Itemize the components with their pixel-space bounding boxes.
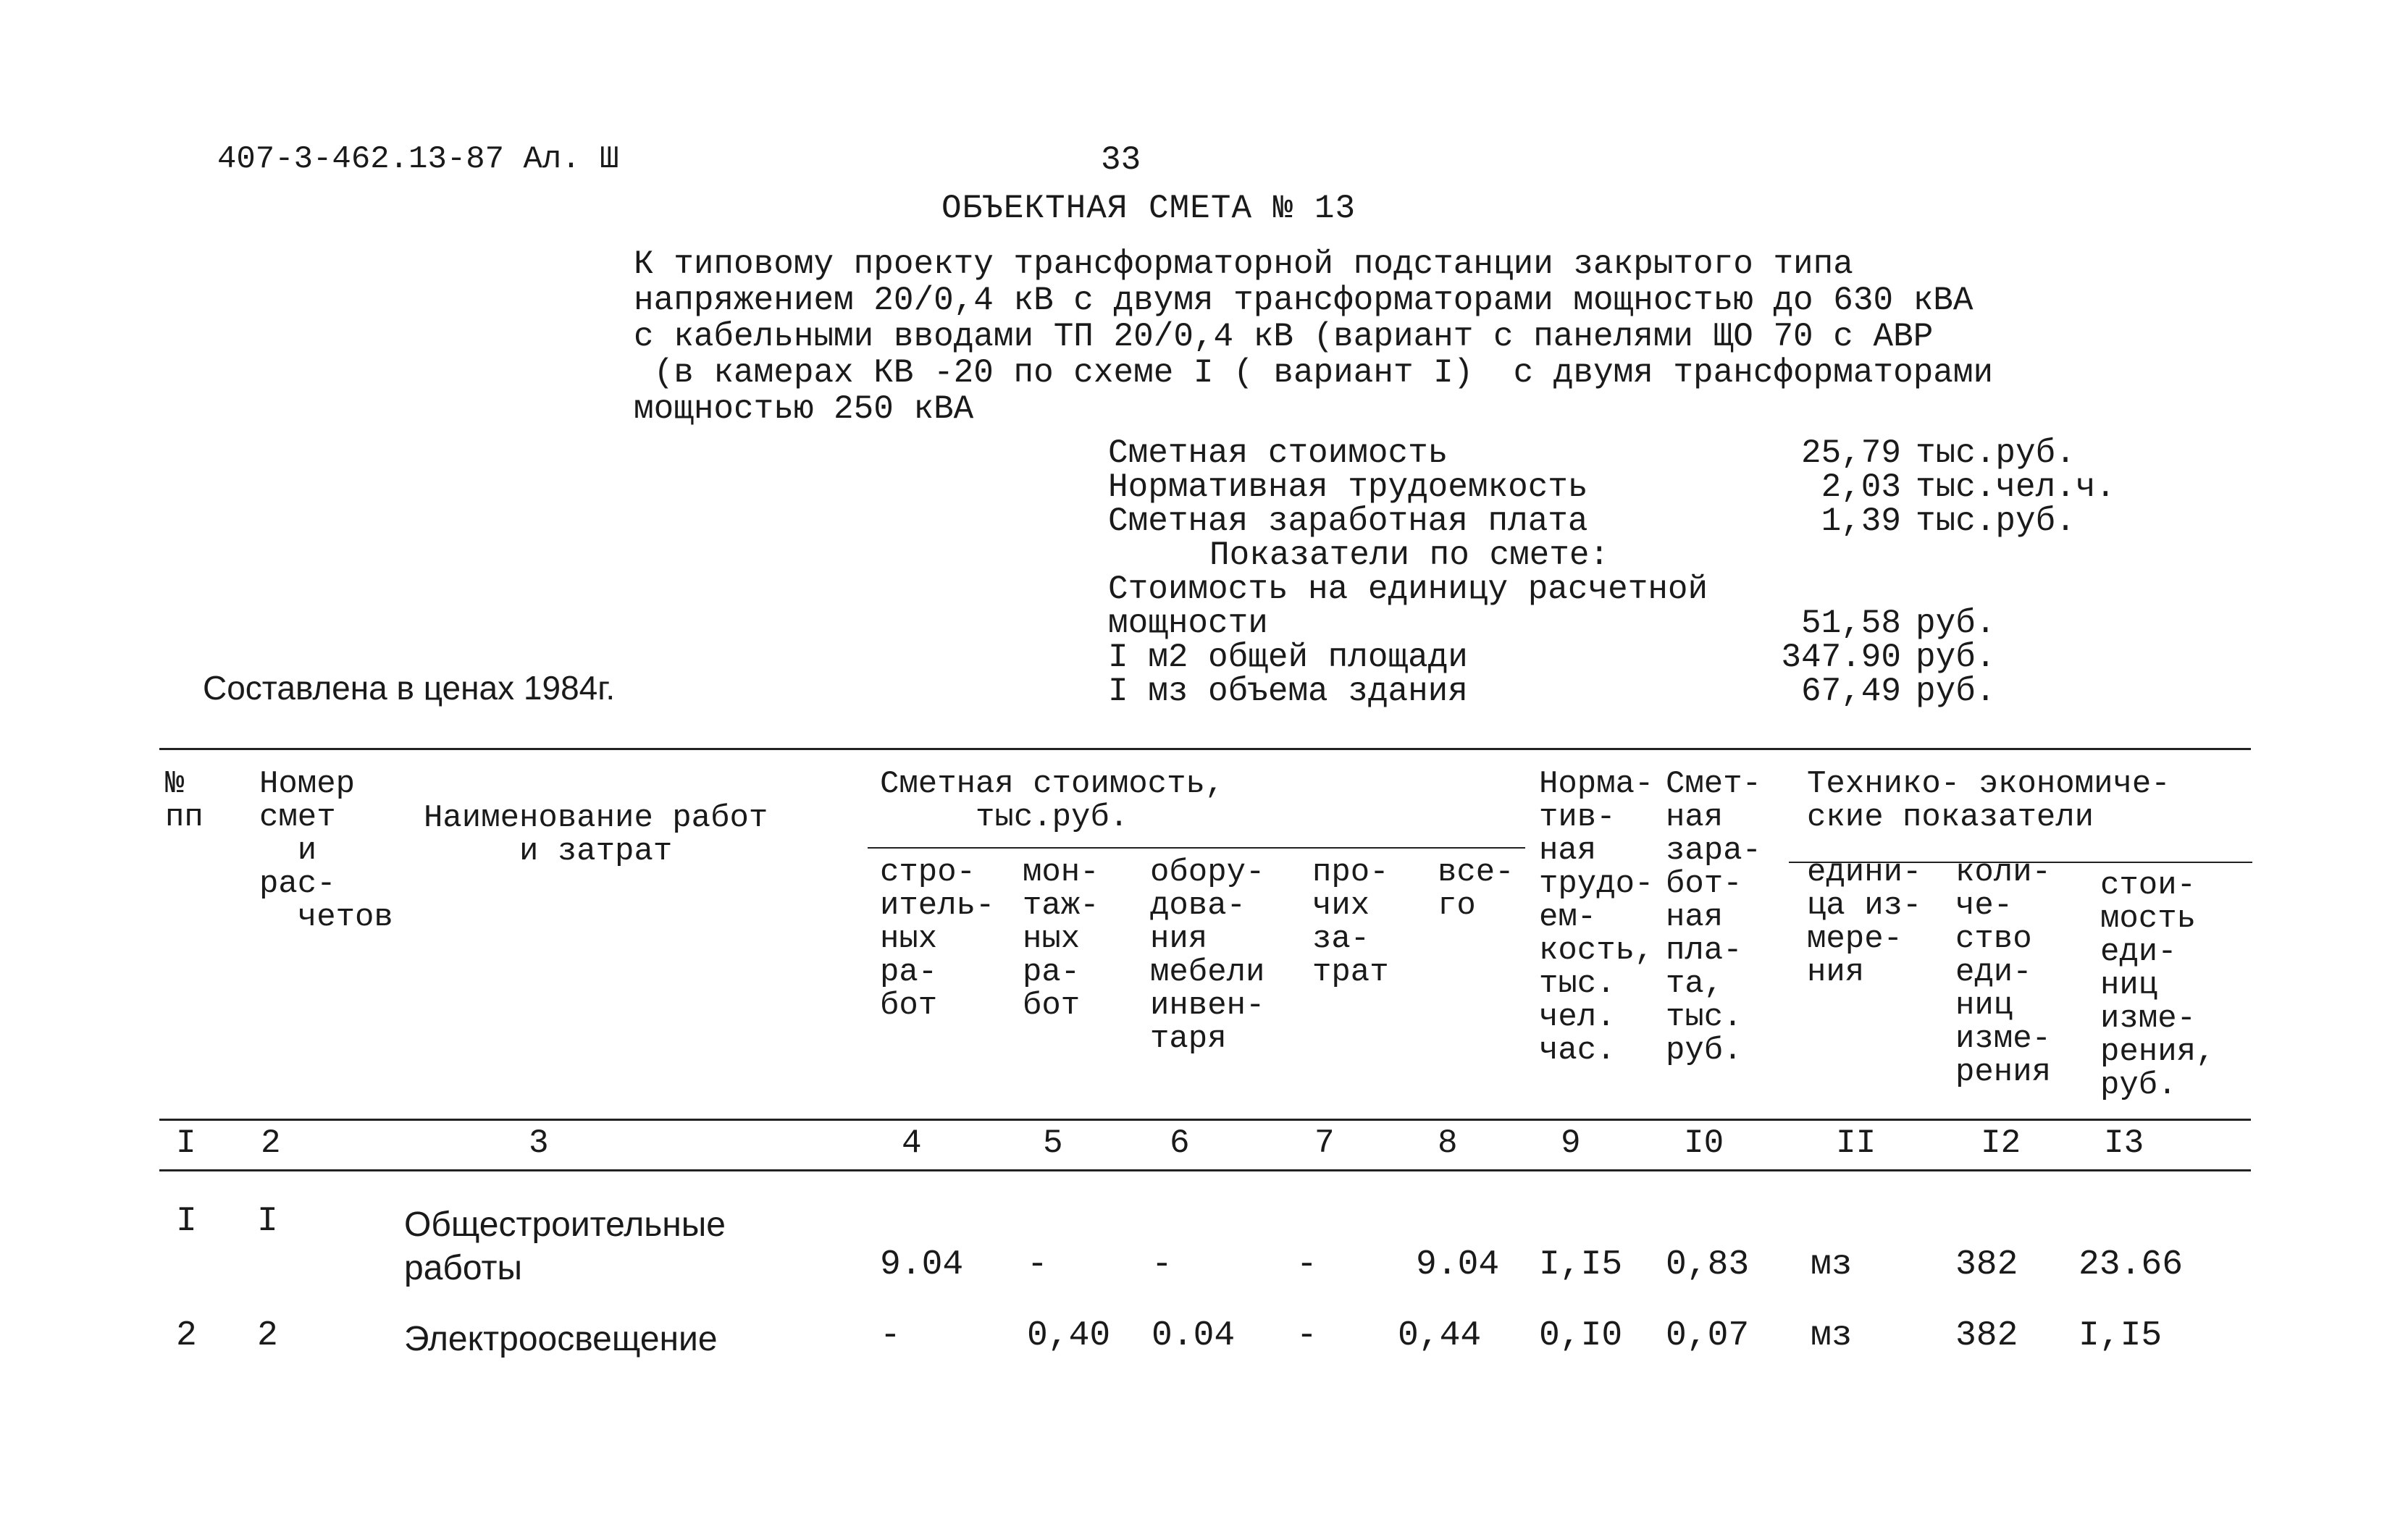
column-number: 7 [1314, 1124, 1335, 1162]
column-number: I2 [1981, 1124, 2021, 1162]
construction-cost: - [880, 1316, 901, 1355]
summary-indicators-heading-row [1108, 539, 2115, 573]
header-equipment: обору- дова- ния мебели инвен- таря [1150, 854, 1265, 1057]
work-name-cont: работы [404, 1249, 523, 1287]
document-code: 407-3-462.13-87 Ал. Ш [217, 141, 619, 177]
header-unit-cost: стои- мость еди- ниц изме- рения, руб. [2100, 867, 2215, 1103]
summary-row-volume [1108, 675, 2115, 709]
header-cost-group: Сметная стоимость, тыс.руб. [880, 766, 1225, 836]
table-top-rule [159, 748, 2251, 750]
summary-value: 2,03 [1821, 468, 1901, 506]
wages-value: 0,83 [1666, 1245, 1750, 1284]
construction-cost: 9.04 [880, 1245, 964, 1284]
header-estimate-number: Номер смет и рас- четов [259, 766, 393, 935]
summary-label: Сметная стоимость [1108, 434, 1448, 472]
total-cost: 0,44 [1398, 1316, 1482, 1355]
labor-value: I,I5 [1539, 1245, 1623, 1284]
column-number: 4 [902, 1124, 922, 1162]
unit-of-measure: мз [1811, 1316, 1853, 1355]
cost-group-rule [868, 847, 1525, 849]
summary-row-per-unit [1108, 607, 2115, 641]
labor-value: 0,I0 [1539, 1316, 1623, 1355]
work-name: Электроосвещение [404, 1320, 718, 1358]
header-work-name: Наименование работ и затрат [424, 800, 768, 870]
summary-unit: тыс.руб. [1916, 502, 2076, 540]
summary-indicators-heading: Показатели по смете: [1209, 537, 1610, 574]
summary-unit: руб. [1916, 605, 1996, 642]
estimate-number: I [257, 1202, 278, 1241]
header-bottom-rule [159, 1119, 2251, 1121]
other-cost: - [1296, 1316, 1317, 1355]
equipment-cost: 0.04 [1152, 1316, 1236, 1355]
description-line: напряжением 20/0,4 кВ с двумя трансформаторами мощностью до 630 кВА [634, 282, 1974, 319]
column-number: 5 [1043, 1124, 1063, 1162]
installation-cost: - [1027, 1245, 1048, 1284]
summary-row-area [1108, 641, 2115, 675]
equipment-cost: - [1152, 1245, 1173, 1284]
summary-row-wages [1108, 502, 2115, 540]
page-number: 33 [1101, 141, 1141, 179]
summary-value: 347.90 [1781, 639, 1901, 676]
summary-value: 51,58 [1800, 605, 1901, 642]
summary-unit: тыс.руб. [1916, 434, 2076, 472]
description-line: с кабельными вводами ТП 20/0,4 кВ (вариант с панелями ЩО 70 с АВР [634, 318, 1934, 355]
wages-value: 0,07 [1666, 1316, 1750, 1355]
summary-unit: руб. [1916, 673, 1996, 710]
column-number: 3 [529, 1124, 549, 1162]
installation-cost: 0,40 [1027, 1316, 1111, 1355]
summary-unit: руб. [1916, 639, 1996, 676]
header-unit: едини- ца из- мере- ния [1807, 854, 1922, 990]
estimate-number: 2 [257, 1316, 278, 1355]
column-number: 2 [261, 1124, 281, 1162]
row-number: I [176, 1202, 197, 1241]
header-installation: мон- таж- ных ра- бот [1023, 854, 1099, 1024]
column-number: II [1836, 1124, 1876, 1162]
summary-label: Нормативная трудоемкость [1108, 468, 1588, 506]
column-number: I0 [1684, 1124, 1724, 1162]
header-other: про- чих за- трат [1312, 854, 1389, 990]
description-line: (в камерах КВ -20 по схеме I ( вариант I) с двумя трансформаторами [634, 354, 1994, 392]
column-number: 6 [1170, 1124, 1190, 1162]
header-tech-group: Технико- экономиче- ские показатели [1807, 766, 2170, 836]
summary-value: 1,39 [1821, 502, 1901, 540]
work-name: Общестроительные [404, 1206, 726, 1244]
header-total: все- го [1438, 854, 1514, 924]
header-construction: стро- итель- ных ра- бот [880, 854, 995, 1024]
summary-row-per-unit-label [1108, 573, 2115, 607]
project-description [634, 246, 1993, 427]
column-number: 9 [1561, 1124, 1581, 1162]
description-line: мощностью 250 кВА [634, 390, 974, 428]
column-number: I3 [2104, 1124, 2144, 1162]
summary-value: 67,49 [1800, 673, 1901, 710]
unit-cost-value: 23.66 [2079, 1245, 2184, 1284]
quantity-value: 382 [1955, 1245, 2018, 1284]
cost-summary [1108, 434, 2116, 710]
summary-unit: тыс.чел.ч. [1916, 468, 2116, 506]
prices-note: Составлена в ценах 1984г. [203, 669, 616, 707]
summary-label: I мз объема здания [1108, 673, 1468, 710]
unit-cost-value: I,I5 [2079, 1316, 2163, 1355]
summary-row-labor [1108, 468, 2116, 506]
header-wages: Смет- ная зара- бот- ная пла- та, тыс. руб. [1666, 766, 1762, 1069]
summary-value: 25,79 [1800, 434, 1901, 472]
header-quantity: коли- че- ство еди- ниц изме- рения [1955, 854, 2052, 1090]
summary-row-estimated-cost [1108, 434, 2115, 472]
total-cost: 9.04 [1416, 1245, 1500, 1284]
row-number: 2 [176, 1316, 197, 1355]
other-cost: - [1296, 1245, 1317, 1284]
summary-label: I м2 общей площади [1108, 639, 1468, 676]
document-title: ОБЪЕКТНАЯ СМЕТА № 13 [941, 190, 1356, 227]
column-number: I [176, 1124, 196, 1162]
header-row-number: № пп [165, 766, 204, 836]
unit-of-measure: мз [1811, 1245, 1853, 1284]
summary-label: мощности [1108, 605, 1268, 642]
summary-label: Сметная заработная плата [1108, 502, 1588, 540]
description-line: К типовому проекту трансформаторной подстанции закрытого типа [634, 245, 1853, 283]
summary-label: Стоимость на единицу расчетной [1108, 571, 1708, 608]
column-number: 8 [1438, 1124, 1458, 1162]
header-labor: Норма- тив- ная трудо- ем- кость, тыс. чел. час. [1539, 766, 1654, 1069]
quantity-value: 382 [1955, 1316, 2018, 1355]
column-numbers-rule [159, 1169, 2251, 1171]
